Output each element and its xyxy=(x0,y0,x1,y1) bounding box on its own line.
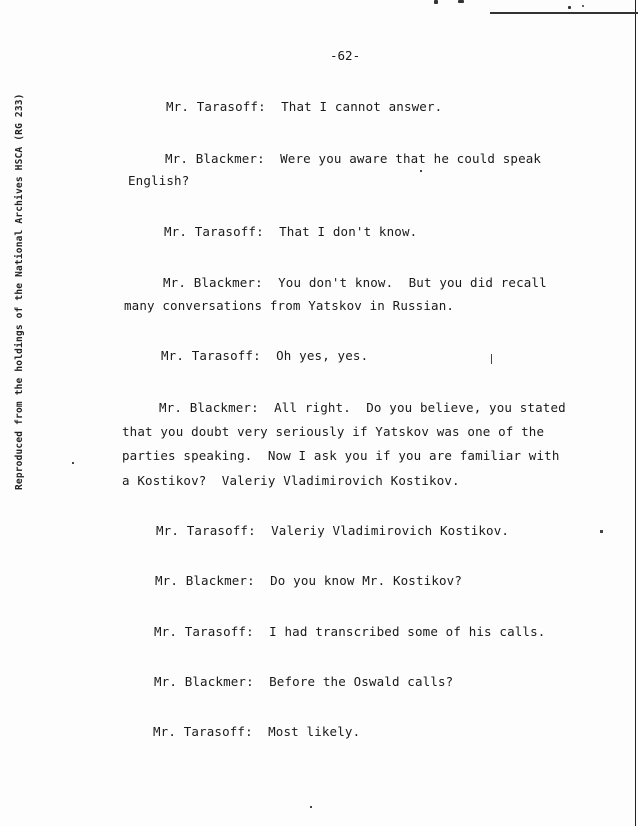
transcript-line: Mr. Tarasoff: Oh yes, yes. xyxy=(161,348,369,363)
transcript-line: Mr. Tarasoff: Most likely. xyxy=(153,724,361,739)
transcript-line: Mr. Tarasoff: Valeriy Vladimirovich Kostikov. xyxy=(156,523,510,538)
scan-artifact xyxy=(430,0,638,14)
page-number: -62- xyxy=(330,48,361,63)
transcript-line: that you doubt very seriously if Yatskov was one of the xyxy=(122,424,545,439)
scan-mark xyxy=(600,530,603,533)
scan-mark xyxy=(491,354,492,364)
transcript-line: English? xyxy=(128,173,190,188)
transcript-line: parties speaking. Now I ask you if you are familiar with xyxy=(122,448,560,463)
archive-side-note: Reproduced from the holdings of the National Archives HSCA (RG 233) xyxy=(14,93,25,490)
transcript-line: Mr. Blackmer: All right. Do you believe, you stated xyxy=(159,400,566,415)
transcript-line: Mr. Tarasoff: That I cannot answer. xyxy=(166,99,443,114)
scan-mark xyxy=(72,462,74,464)
transcript-line: Mr. Blackmer: Were you aware that he could speak xyxy=(165,151,542,166)
transcript-line: Mr. Tarasoff: That I don't know. xyxy=(164,224,418,239)
transcript-line: Mr. Tarasoff: I had transcribed some of his calls. xyxy=(154,624,546,639)
transcript-line: many conversations from Yatskov in Russian. xyxy=(124,298,455,313)
scan-mark xyxy=(310,806,312,808)
transcript-line: a Kostikov? Valeriy Vladimirovich Kostikov. xyxy=(122,473,460,488)
transcript-line: Mr. Blackmer: Before the Oswald calls? xyxy=(154,674,454,689)
transcript-line: Mr. Blackmer: You don't know. But you did recall xyxy=(163,275,547,290)
scan-mark xyxy=(420,170,422,172)
page-edge xyxy=(635,0,636,826)
transcript-line: Mr. Blackmer: Do you know Mr. Kostikov? xyxy=(155,573,463,588)
